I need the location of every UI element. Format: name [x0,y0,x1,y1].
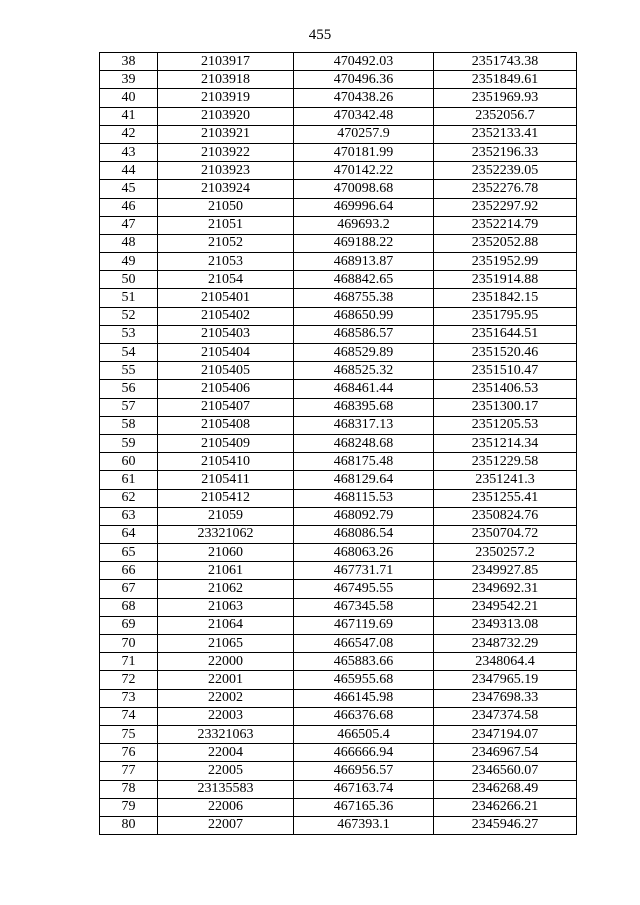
row-number-cell: 77 [100,762,158,780]
row-number-cell: 64 [100,525,158,543]
table-row [100,89,577,107]
row-number-cell: 38 [100,53,158,71]
row-number-cell: 46 [100,198,158,216]
point-id-cell: 2103920 [158,107,294,125]
row-number-cell: 80 [100,816,158,834]
point-id-cell: 21065 [158,635,294,653]
table-row [100,798,577,816]
table-row [100,180,577,198]
table-row [100,616,577,634]
x-coordinate-cell: 467495.55 [294,580,434,598]
x-coordinate-cell: 466505.4 [294,725,434,743]
table-row [100,289,577,307]
table-row [100,162,577,180]
point-id-cell: 22000 [158,653,294,671]
row-number-cell: 78 [100,780,158,798]
y-coordinate-cell: 2349542.21 [434,598,577,616]
table-row [100,344,577,362]
x-coordinate-cell: 470438.26 [294,89,434,107]
point-id-cell: 22001 [158,671,294,689]
x-coordinate-cell: 468063.26 [294,544,434,562]
y-coordinate-cell: 2347965.19 [434,671,577,689]
y-coordinate-cell: 2351952.99 [434,253,577,271]
point-id-cell: 2105409 [158,434,294,452]
x-coordinate-cell: 468650.99 [294,307,434,325]
x-coordinate-cell: 470342.48 [294,107,434,125]
y-coordinate-cell: 2352239.05 [434,162,577,180]
row-number-cell: 56 [100,380,158,398]
row-number-cell: 65 [100,544,158,562]
x-coordinate-cell: 467731.71 [294,562,434,580]
point-id-cell: 2103923 [158,162,294,180]
y-coordinate-cell: 2351644.51 [434,325,577,343]
point-id-cell: 22006 [158,798,294,816]
x-coordinate-cell: 466376.68 [294,707,434,725]
point-id-cell: 21051 [158,216,294,234]
y-coordinate-cell: 2350257.2 [434,544,577,562]
x-coordinate-cell: 469693.2 [294,216,434,234]
y-coordinate-cell: 2352196.33 [434,143,577,161]
point-id-cell: 21060 [158,544,294,562]
table-row [100,362,577,380]
y-coordinate-cell: 2349692.31 [434,580,577,598]
table-row [100,580,577,598]
point-id-cell: 21054 [158,271,294,289]
x-coordinate-cell: 468842.65 [294,271,434,289]
x-coordinate-cell: 466547.08 [294,635,434,653]
y-coordinate-cell: 2349313.08 [434,616,577,634]
point-id-cell: 2105411 [158,471,294,489]
x-coordinate-cell: 470496.36 [294,71,434,89]
x-coordinate-cell: 466956.57 [294,762,434,780]
x-coordinate-cell: 465955.68 [294,671,434,689]
x-coordinate-cell: 466666.94 [294,744,434,762]
point-id-cell: 21053 [158,253,294,271]
table-row [100,471,577,489]
row-number-cell: 47 [100,216,158,234]
y-coordinate-cell: 2351241.3 [434,471,577,489]
x-coordinate-cell: 467345.58 [294,598,434,616]
table-row [100,307,577,325]
y-coordinate-cell: 2351205.53 [434,416,577,434]
y-coordinate-cell: 2351914.88 [434,271,577,289]
x-coordinate-cell: 469996.64 [294,198,434,216]
table-row [100,707,577,725]
y-coordinate-cell: 2352133.41 [434,125,577,143]
point-id-cell: 2105401 [158,289,294,307]
x-coordinate-cell: 468529.89 [294,344,434,362]
row-number-cell: 63 [100,507,158,525]
x-coordinate-cell: 465883.66 [294,653,434,671]
row-number-cell: 61 [100,471,158,489]
point-id-cell: 2103919 [158,89,294,107]
coordinates-table [99,52,577,835]
point-id-cell: 2105412 [158,489,294,507]
y-coordinate-cell: 2352297.92 [434,198,577,216]
y-coordinate-cell: 2351406.53 [434,380,577,398]
point-id-cell: 2105410 [158,453,294,471]
point-id-cell: 22003 [158,707,294,725]
point-id-cell: 2103917 [158,53,294,71]
row-number-cell: 45 [100,180,158,198]
point-id-cell: 22007 [158,816,294,834]
point-id-cell: 2105402 [158,307,294,325]
point-id-cell: 2103921 [158,125,294,143]
row-number-cell: 59 [100,434,158,452]
x-coordinate-cell: 468913.87 [294,253,434,271]
row-number-cell: 69 [100,616,158,634]
x-coordinate-cell: 468129.64 [294,471,434,489]
row-number-cell: 72 [100,671,158,689]
row-number-cell: 71 [100,653,158,671]
x-coordinate-cell: 468461.44 [294,380,434,398]
y-coordinate-cell: 2345946.27 [434,816,577,834]
point-id-cell: 21050 [158,198,294,216]
point-id-cell: 21063 [158,598,294,616]
x-coordinate-cell: 468086.54 [294,525,434,543]
point-id-cell: 2103924 [158,180,294,198]
x-coordinate-cell: 470181.99 [294,143,434,161]
y-coordinate-cell: 2352276.78 [434,180,577,198]
row-number-cell: 76 [100,744,158,762]
x-coordinate-cell: 468115.53 [294,489,434,507]
row-number-cell: 55 [100,362,158,380]
table-row [100,762,577,780]
row-number-cell: 58 [100,416,158,434]
x-coordinate-cell: 468586.57 [294,325,434,343]
y-coordinate-cell: 2350824.76 [434,507,577,525]
row-number-cell: 67 [100,580,158,598]
x-coordinate-cell: 467119.69 [294,616,434,634]
y-coordinate-cell: 2348064.4 [434,653,577,671]
y-coordinate-cell: 2348732.29 [434,635,577,653]
table-row [100,725,577,743]
point-id-cell: 23321063 [158,725,294,743]
y-coordinate-cell: 2351842.15 [434,289,577,307]
page-number: 455 [308,27,332,43]
table-row [100,71,577,89]
table-row [100,234,577,252]
x-coordinate-cell: 468317.13 [294,416,434,434]
point-id-cell: 21052 [158,234,294,252]
y-coordinate-cell: 2351849.61 [434,71,577,89]
table-row [100,453,577,471]
point-id-cell: 21062 [158,580,294,598]
y-coordinate-cell: 2347194.07 [434,725,577,743]
row-number-cell: 39 [100,71,158,89]
table-row [100,562,577,580]
row-number-cell: 48 [100,234,158,252]
x-coordinate-cell: 468525.32 [294,362,434,380]
y-coordinate-cell: 2351300.17 [434,398,577,416]
row-number-cell: 68 [100,598,158,616]
y-coordinate-cell: 2346268.49 [434,780,577,798]
table-row [100,434,577,452]
point-id-cell: 2105403 [158,325,294,343]
y-coordinate-cell: 2351969.93 [434,89,577,107]
x-coordinate-cell: 468092.79 [294,507,434,525]
table-row [100,744,577,762]
y-coordinate-cell: 2352052.88 [434,234,577,252]
y-coordinate-cell: 2347374.58 [434,707,577,725]
y-coordinate-cell: 2350704.72 [434,525,577,543]
point-id-cell: 2105406 [158,380,294,398]
row-number-cell: 44 [100,162,158,180]
table-row [100,398,577,416]
row-number-cell: 52 [100,307,158,325]
row-number-cell: 70 [100,635,158,653]
x-coordinate-cell: 467165.36 [294,798,434,816]
row-number-cell: 51 [100,289,158,307]
x-coordinate-cell: 470142.22 [294,162,434,180]
coordinates-table-body [100,53,577,835]
row-number-cell: 73 [100,689,158,707]
table-row [100,380,577,398]
x-coordinate-cell: 470098.68 [294,180,434,198]
table-row [100,689,577,707]
table-row [100,253,577,271]
point-id-cell: 21061 [158,562,294,580]
table-row [100,216,577,234]
x-coordinate-cell: 468248.68 [294,434,434,452]
row-number-cell: 75 [100,725,158,743]
y-coordinate-cell: 2351520.46 [434,344,577,362]
point-id-cell: 21059 [158,507,294,525]
point-id-cell: 2105408 [158,416,294,434]
point-id-cell: 2105405 [158,362,294,380]
table-row [100,816,577,834]
point-id-cell: 2105404 [158,344,294,362]
table-row [100,489,577,507]
x-coordinate-cell: 467393.1 [294,816,434,834]
row-number-cell: 49 [100,253,158,271]
y-coordinate-cell: 2349927.85 [434,562,577,580]
point-id-cell: 22005 [158,762,294,780]
point-id-cell: 22004 [158,744,294,762]
y-coordinate-cell: 2347698.33 [434,689,577,707]
row-number-cell: 62 [100,489,158,507]
row-number-cell: 43 [100,143,158,161]
y-coordinate-cell: 2351214.34 [434,434,577,452]
point-id-cell: 23135583 [158,780,294,798]
y-coordinate-cell: 2352214.79 [434,216,577,234]
y-coordinate-cell: 2346967.54 [434,744,577,762]
row-number-cell: 42 [100,125,158,143]
table-row [100,325,577,343]
row-number-cell: 54 [100,344,158,362]
y-coordinate-cell: 2346266.21 [434,798,577,816]
table-row [100,107,577,125]
table-row [100,525,577,543]
row-number-cell: 74 [100,707,158,725]
row-number-cell: 60 [100,453,158,471]
table-row [100,544,577,562]
y-coordinate-cell: 2351229.58 [434,453,577,471]
table-row [100,53,577,71]
table-row [100,780,577,798]
x-coordinate-cell: 468395.68 [294,398,434,416]
point-id-cell: 2103918 [158,71,294,89]
row-number-cell: 40 [100,89,158,107]
x-coordinate-cell: 468755.38 [294,289,434,307]
table-row [100,416,577,434]
table-row [100,198,577,216]
point-id-cell: 2103922 [158,143,294,161]
table-row [100,125,577,143]
row-number-cell: 53 [100,325,158,343]
table-row [100,671,577,689]
table-row [100,271,577,289]
row-number-cell: 66 [100,562,158,580]
y-coordinate-cell: 2351255.41 [434,489,577,507]
row-number-cell: 57 [100,398,158,416]
x-coordinate-cell: 468175.48 [294,453,434,471]
x-coordinate-cell: 466145.98 [294,689,434,707]
y-coordinate-cell: 2352056.7 [434,107,577,125]
x-coordinate-cell: 470492.03 [294,53,434,71]
y-coordinate-cell: 2346560.07 [434,762,577,780]
y-coordinate-cell: 2351510.47 [434,362,577,380]
point-id-cell: 23321062 [158,525,294,543]
point-id-cell: 22002 [158,689,294,707]
table-row [100,598,577,616]
point-id-cell: 2105407 [158,398,294,416]
row-number-cell: 41 [100,107,158,125]
table-row [100,635,577,653]
table-row [100,507,577,525]
row-number-cell: 50 [100,271,158,289]
table-row [100,653,577,671]
x-coordinate-cell: 470257.9 [294,125,434,143]
point-id-cell: 21064 [158,616,294,634]
y-coordinate-cell: 2351795.95 [434,307,577,325]
row-number-cell: 79 [100,798,158,816]
x-coordinate-cell: 469188.22 [294,234,434,252]
y-coordinate-cell: 2351743.38 [434,53,577,71]
x-coordinate-cell: 467163.74 [294,780,434,798]
table-row [100,143,577,161]
